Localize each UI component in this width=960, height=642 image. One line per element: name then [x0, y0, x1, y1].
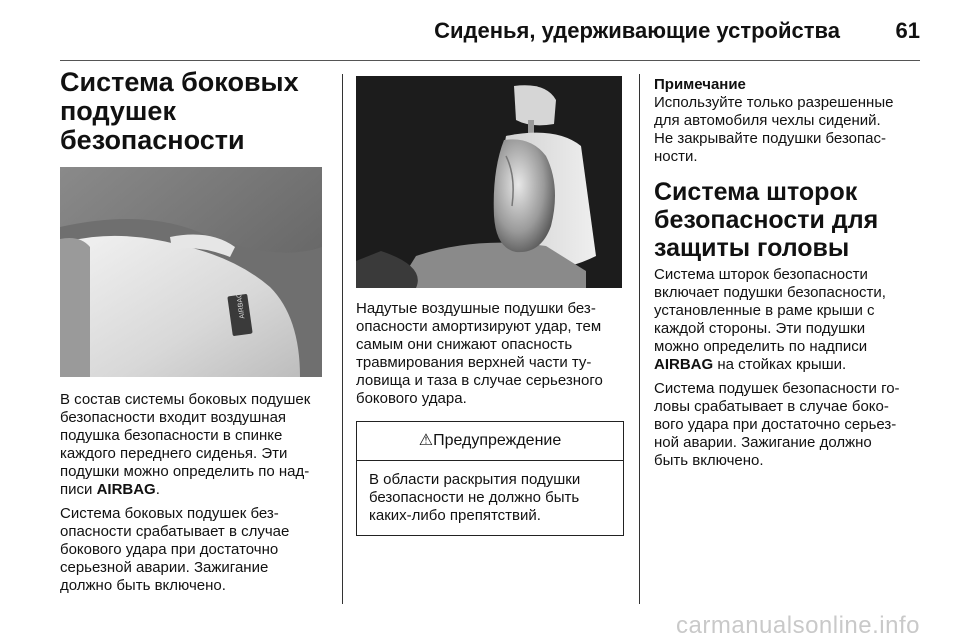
text-line: писи: [60, 481, 97, 498]
text-line: бокового удара при достаточно: [60, 541, 279, 558]
text-line: Надутые воздушные подушки без-: [356, 300, 596, 317]
text-line: каждой стороны. Эти подушки: [654, 320, 866, 337]
text-line: Не закрывайте подушки безопас-: [654, 130, 886, 147]
seat-airbag-label-photo: [60, 167, 322, 377]
side-airbag-paragraph-2: [60, 505, 328, 595]
section-title: Сиденья, удерживающие устройства: [434, 18, 840, 43]
text-line: должно быть включено.: [60, 577, 226, 594]
text-line: опасности амортизируют удар, тем: [356, 318, 602, 335]
text-line: для автомобиля чехлы сидений.: [654, 112, 881, 129]
text-line: каких-либо препятствий.: [369, 507, 541, 524]
note-text: [654, 94, 924, 166]
inflated-side-airbag-photo: [356, 76, 622, 288]
text-line: В состав системы боковых подушек: [60, 391, 311, 408]
note-block: [654, 76, 924, 166]
column-inflated-airbag: [356, 76, 624, 536]
side-airbag-paragraph-1: [60, 391, 328, 499]
column-side-airbags: [60, 68, 328, 595]
column-curtain-airbags: [654, 76, 924, 470]
heading-line: защиты головы: [654, 234, 850, 262]
curtain-airbag-paragraph-2: [654, 380, 924, 470]
text-line: серьезной аварии. Зажигание: [60, 559, 269, 576]
page-number: 61: [895, 18, 920, 43]
text-line: безопасности не должно быть: [369, 489, 580, 506]
text-line: самым они снижают опасность: [356, 336, 573, 353]
page-header: [60, 0, 920, 60]
text-line: .: [155, 481, 160, 498]
inflated-airbag-caption: [356, 300, 624, 408]
heading-line: безопасности для: [654, 206, 879, 234]
text-line: безопасности входит воздушная: [60, 409, 287, 426]
heading-line: подушек безопасности: [60, 96, 245, 155]
text-line: ловы срабатывает в случае боко-: [654, 398, 889, 415]
text-line: ности.: [654, 148, 698, 165]
warning-body: [357, 461, 623, 535]
curtain-airbag-heading: [654, 178, 924, 262]
watermark: carmanualsonline.info: [676, 612, 920, 639]
text-line: быть включено.: [654, 452, 764, 469]
text-line: В области раскрытия подушки: [369, 471, 581, 488]
text-line: Система шторок безопасности: [654, 266, 868, 283]
text-line: Система подушек безопасности го-: [654, 380, 900, 397]
text-line: травмирования верхней части ту-: [356, 354, 592, 371]
text-line: ной аварии. Зажигание должно: [654, 434, 872, 451]
text-line: каждого переднего сиденья. Эти: [60, 445, 288, 462]
warning-header: [357, 422, 623, 461]
airbag-term: AIRBAG: [654, 356, 714, 373]
heading-line: Система боковых: [60, 67, 299, 97]
column-divider-1: [342, 74, 343, 604]
note-title: Примечание: [654, 76, 746, 93]
text-line: подушки можно определить по над-: [60, 463, 310, 480]
warning-title: Предупреждение: [433, 432, 562, 449]
text-line: Используйте только разрешенные: [654, 94, 894, 111]
column-divider-2: [639, 74, 640, 604]
text-line: Система боковых подушек без-: [60, 505, 279, 522]
text-line: установленные в раме крыши с: [654, 302, 875, 319]
text-line: можно определить по надписи: [654, 338, 868, 355]
header-divider: [60, 60, 920, 61]
text-line: на стойках крыши.: [713, 356, 847, 373]
airbag-tag-label: AIRBAG: [235, 291, 247, 320]
text-line: ловища и таза в случае серьезного: [356, 372, 603, 389]
text-line: бокового удара.: [356, 390, 467, 407]
text-line: включает подушки безопасности,: [654, 284, 886, 301]
text-line: вого удара при достаточно серьез-: [654, 416, 897, 433]
text-line: подушка безопасности в спинке: [60, 427, 283, 444]
warning-box: [356, 421, 624, 536]
heading-line: Система шторок: [654, 178, 858, 206]
text-line: опасности срабатывает в случае: [60, 523, 290, 540]
airbag-term: AIRBAG: [96, 481, 156, 498]
warning-triangle-icon: ⚠: [418, 432, 434, 449]
curtain-airbag-paragraph-1: [654, 266, 924, 374]
side-airbag-heading: [60, 68, 328, 155]
